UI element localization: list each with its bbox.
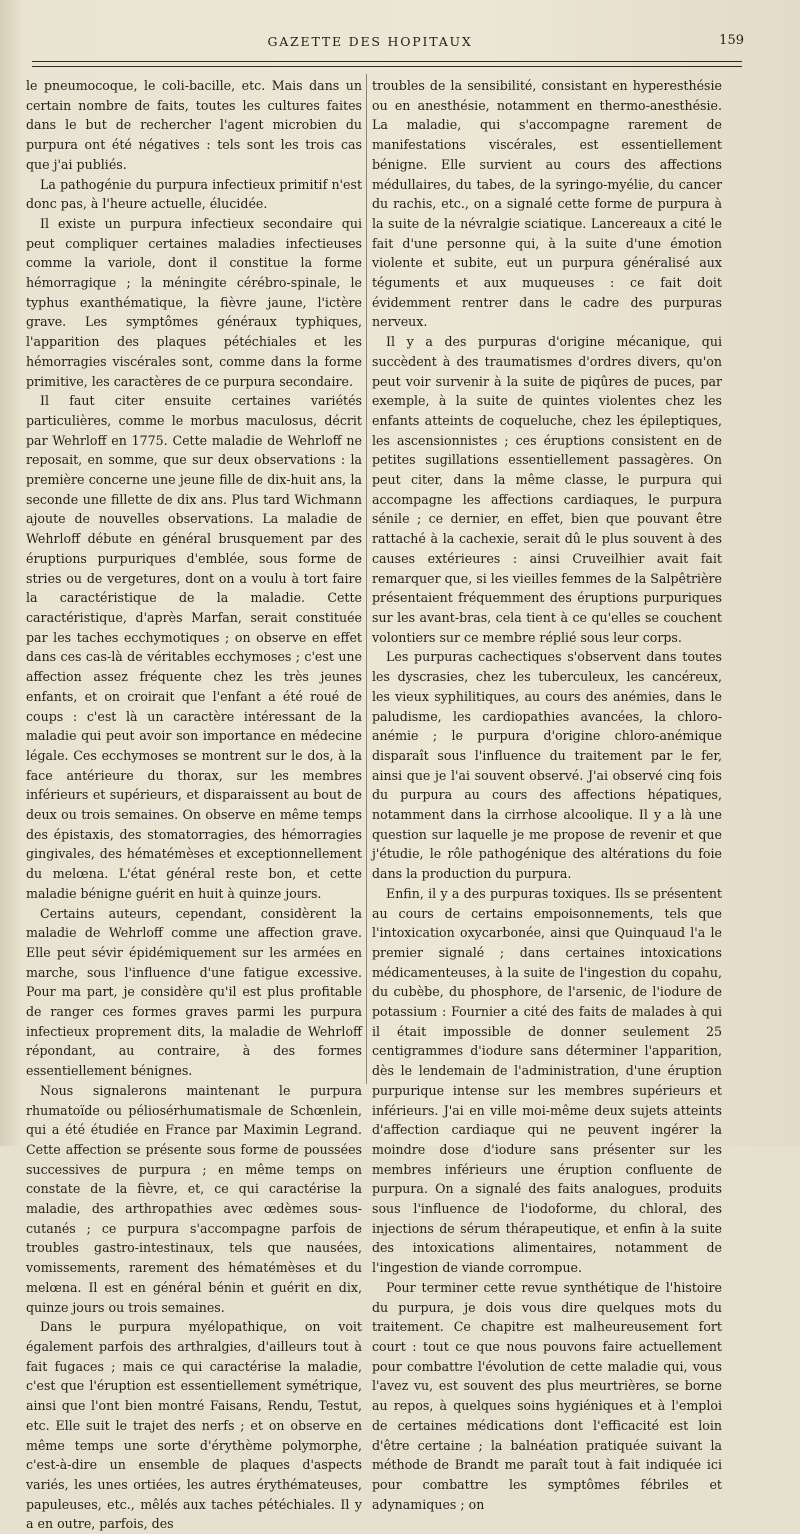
paragraph: Dans le purpura myélopathique, on voit également parfois des arthralgies, d'ailleurs tout à fait fugaces ; mais ce qui caractérise la maladie, c'est que l'éruption est essentiellement symétrique, ainsi que l'ont bien montré Faisans, Rendu, Testut, etc. Elle suit le trajet des nerfs ; et on observe en même temps une sorte d'érythème polymorphe, c'est-à-dire un ensemble de plaques d'aspects variés, les unes ortiées, les autres érythémateuses, papuleuses, etc., mêlés aux taches pétéchiales. Il y a en outre, parfois, des bbox=[26, 1319, 362, 1532]
page-number: 159 bbox=[719, 33, 744, 48]
paragraph: Certains auteurs, cependant, considèrent la maladie de Wehrloff comme une affection grave. Elle peut sévir épidémiquement sur les armées en marche, sous l'influence d'une fatigue excessive. Pour ma part, je considère qu'il est plus profitable de ranger ces formes graves parmi les purpura infectieux proprement dits, la maladie de Wehrloff répondant, au contraire, à des formes essentiellement bénignes. bbox=[26, 905, 362, 1079]
paragraph: Nous signalerons maintenant le purpura rhumatoïde ou péliosérhumatismale de Schœnlein, qui a été étudiée en France par Maximin Legrand. Cette affection se présente sous forme de poussées successives de purpura ; en même temps on constate de la fièvre, et, ce qui caractérise la maladie, des arthropathies avec œdèmes sous-cutanés ; ce purpura s'accompagne parfois de troubles gastro-intestinaux, tels que nausées, vomissements, rarement des hématémèses et du melœna. Il est en général bénin et guérit en dix, quinze jours ou trois semaines. bbox=[26, 1082, 362, 1315]
left-column bbox=[26, 76, 362, 1532]
header-rule-thin bbox=[32, 66, 742, 67]
column-divider bbox=[366, 74, 367, 1084]
right-column bbox=[372, 76, 722, 1512]
journal-title: GAZETTE DES HOPITAUX bbox=[267, 34, 473, 49]
paragraph: Enfin, il y a des purpuras toxiques. Ils se présentent au cours de certains empoisonnements, tels que l'intoxication oxycarbonée, ainsi que Quinquaud l'a le premier signalé ; dans certaines intoxications médicamenteuses, à la suite de l'ingestion du copahu, du cubèbe, du phosphore, de l'arsenic, de l'iodure de potassium : Fournier a cité des faits de malades à qui il était impossible de donner seulement 25 centigrammes d'iodure sans déterminer l'apparition, dès le lendemain de l'administration, d'une éruption purpurique intense sur les membres supérieurs et inférieurs. J'ai en ville moi-même deux sujets atteints d'affection cardiaque qui ne peuvent ingérer la moindre dose d'iodure sans présenter sur les membres inférieurs une éruption confluente de purpura. On a signalé des faits analogues, produits sous l'influence de l'iodoforme, du chloral, des injections de sérum thérapeutique, et enfin à la suite des intoxications alimentaires, notamment de l'ingestion de viande corrompue. bbox=[372, 885, 722, 1276]
paragraph: La pathogénie du purpura infectieux primitif n'est donc pas, à l'heure actuelle, élucidée. bbox=[26, 176, 362, 212]
paragraph: Il y a des purpuras d'origine mécanique, qui succèdent à des traumatismes d'ordres divers, qu'on peut voir survenir à la suite de piqûres de puces, par exemple, à la suite de quintes violentes chez les enfants atteints de coqueluche, chez les épileptiques, les ascensionnistes ; ces éruptions consistent en de petites sugillations essentiellement passagères. On peut citer, dans la même classe, le purpura qui accompagne les affections cardiaques, le purpura sénile ; ce dernier, en effet, bien que pouvant être rattaché à la cachexie, serait dû le plus souvent à des causes extérieures : ainsi Cruveilhier avait fait remarquer que, si les vieilles femmes de la Salpêtrière présentaient fréquemment des éruptions purpuriques sur les avant-bras, cela tient à ce qu'elles se couchent volontiers sur ce membre réplié sous leur corps. bbox=[372, 334, 722, 645]
paragraph: troubles de la sensibilité, consistant en hyperesthésie ou en anesthésie, notamment en thermo-anesthésie. La maladie, qui s'accompagne rarement de manifestations viscérales, est essentiellement bénigne. Elle survient au cours des affections médullaires, du tabes, de la syringo-myélie, du cancer du rachis, etc., on a signalé cette forme de purpura à la suite de la névralgie sciatique. Lancereaux a cité le fait d'une personne qui, à la suite d'une émotion violente et subite, eut un purpura généralisé aux téguments et aux muqueuses : ce fait doit évidemment rentrer dans le cadre des purpuras nerveux. bbox=[372, 78, 722, 330]
paragraph: le pneumocoque, le coli-bacille, etc. Mais dans un certain nombre de faits, toutes les cultures faites dans le but de rechercher l'agent microbien du purpura ont été négatives : tels sont les trois cas que j'ai publiés. bbox=[26, 78, 362, 172]
paragraph: Il faut citer ensuite certaines variétés particulières, comme le morbus maculosus, décrit par Wehrloff en 1775. Cette maladie de Wehrloff ne reposait, en somme, que sur deux observations : la première concerne une jeune fille de dix-huit ans, la seconde une fillette de dix ans. Plus tard Wichmann ajoute de nouvelles observations. La maladie de Wehrloff débute en général brusquement par des éruptions purpuriques d'emblée, sous forme de stries ou de vergetures, dont on a voulu à tort faire la caractéristique de la maladie. Cette caractéristique, d'après Marfan, serait constituée par les taches ecchymotiques ; on observe en effet dans ces cas-là de véritables ecchymoses ; c'est une affection assez fréquente chez les très jeunes enfants, et on croirait que l'enfant a été roué de coups : c'est là un caractère intéressant de la maladie qui peut avoir son importance en médecine légale. Ces ecchymoses se montrent sur le dos, à la face antérieure du thorax, sur les membres inférieurs et supérieurs, et disparaissent au bout de deux ou trois semaines. On observe en même temps des épistaxis, des stomatorragies, des hémorragies gingivales, des hématémèses et exceptionnellement du melœna. L'état général reste bon, et cette maladie bénigne guérit en huit à quinze jours. bbox=[26, 393, 362, 901]
paragraph: Pour terminer cette revue synthétique de l'histoire du purpura, je dois vous dire quelques mots du traitement. Ce chapitre est malheureusement fort court : tout ce que nous pouvons faire actuellement pour combattre l'évolution de cette maladie qui, vous l'avez vu, est souvent des plus meurtrières, se borne au repos, à quelques soins hygiéniques et à l'emploi de certaines médications dont l'efficacité est loin d'être certaine ; la balnéation pratiquée suivant la méthode de Brandt me paraît tout à fait indiquée ici pour combattre les symptômes fébriles et adynamiques ; on bbox=[372, 1279, 722, 1512]
paragraph: Les purpuras cachectiques s'observent dans toutes les dyscrasies, chez les tuberculeux, les cancéreux, les vieux syphilitiques, au cours des anémies, dans le paludisme, les cardiopathies avancées, la chloro-anémie ; le purpura d'origine chloro-anémique disparaît sous l'influence du traitement par le fer, ainsi que je l'ai souvent observé. J'ai observé cinq fois du purpura au cours des affections hépatiques, notamment dans la cirrhose alcoolique. Il y a là une question sur laquelle je me propose de revenir et que j'étudie, le rôle pathogénique des altérations du foie dans la production du purpura. bbox=[372, 649, 722, 882]
running-header bbox=[0, 34, 800, 56]
header-rule-thick bbox=[32, 61, 742, 62]
paragraph: Il existe un purpura infectieux secondaire qui peut compliquer certaines maladies infectieuses comme la variole, dont il constitue la forme hémorragique ; la méningite cérébro-spinale, le typhus exanthématique, la fièvre jaune, l'ictère grave. Les symptômes généraux typhiques, l'apparition des plaques pétéchiales et les hémorragies viscérales sont, comme dans la forme primitive, les caractères de ce purpura secondaire. bbox=[26, 215, 362, 389]
